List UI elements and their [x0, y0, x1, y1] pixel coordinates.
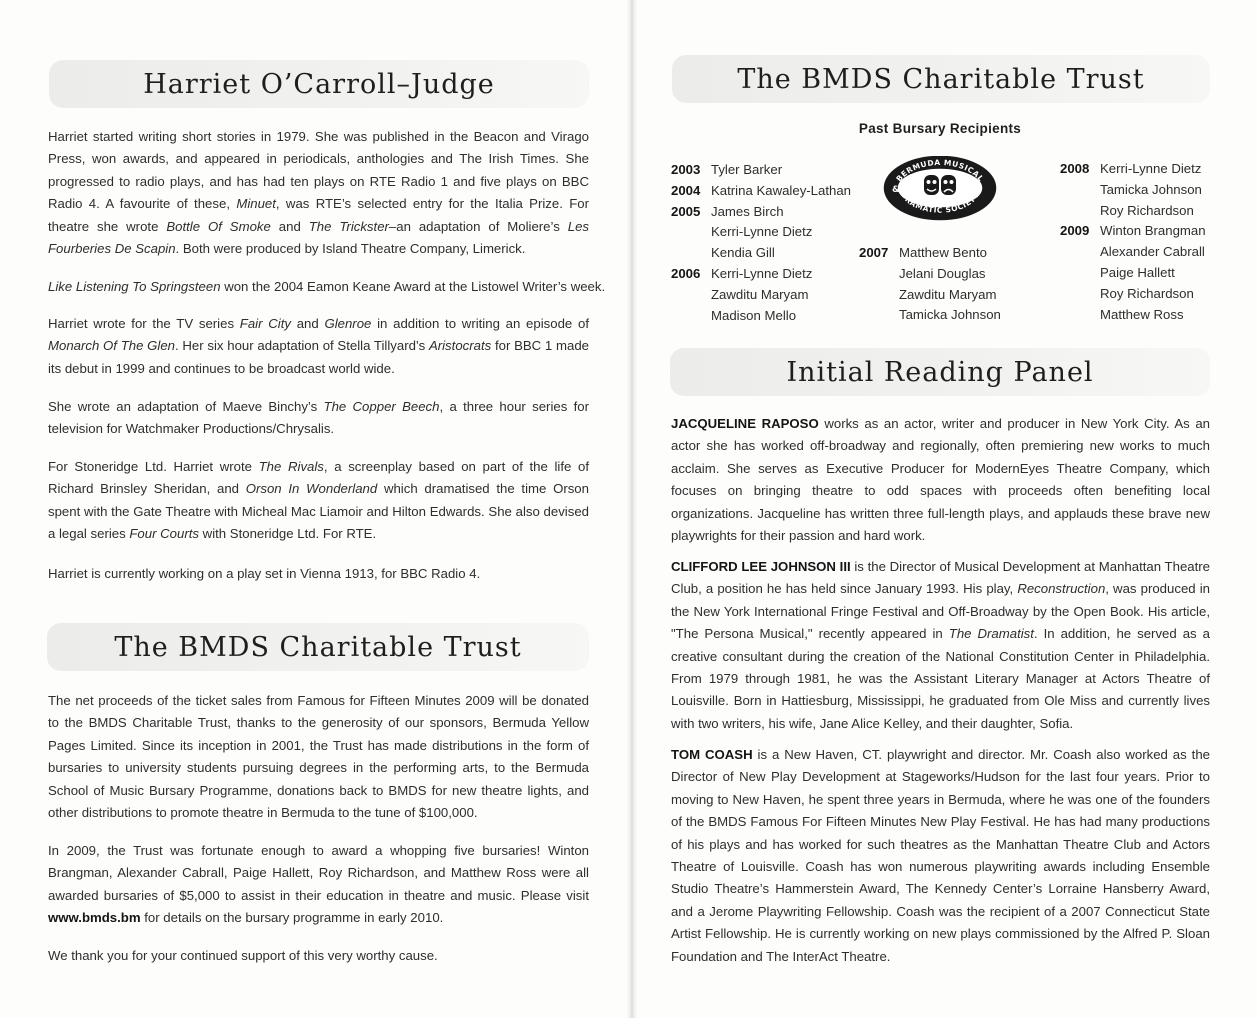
trust-paragraph-1: The net proceeds of the ticket sales from Famous for Fifteen Minutes 2009 will be donated to the BMDS Charitable Trust, thanks to the generosity of our sponsors, Bermuda Yellow Pages Limited. Since its inception in 2001, the Trust has made distributions in the form of bursaries to university students pursuing degrees in the performing arts, to the Bermuda School of Music Bursary Programme, donations back to BMDS for new theatre lights, and other distributions to promote theatre in Bermuda to the tune of $100,000.: [48, 693, 589, 821]
right-page: [668, 0, 1212, 1018]
trust-paragraph-2: In 2009, the Trust was fortunate enough to award a whopping five bursaries! Winton Brangman, Alexander Cabrall, Paige Hallett, Roy Richardson, and Matthew Ross were all awarded bursaries of $5,000 to assist in their education in theatre and music. Please visit www.bmds.bm for details on the bursary programme in early 2010.: [48, 843, 589, 926]
recipient-year: [671, 222, 711, 243]
recipient-row: [671, 243, 871, 264]
recipient-row: [671, 222, 871, 243]
panel-heading: Initial Reading Panel: [786, 356, 1094, 388]
recipient-year: [1060, 242, 1100, 263]
left-page: [47, 0, 606, 1018]
harriet-paragraph-5: For Stoneridge Ltd. Harriet wrote The Rivals, a screenplay based on part of the life of Richard Brinsley Sheridan, and Orson In Wonderland which dramatised the time Orson spent with the Gate Theatre with Micheal Mac Liamoir and Hilton Edwards. She also devised a legal series Four Courts with Stoneridge Ltd. For RTE.: [48, 459, 590, 542]
recipient-name: Roy Richardson: [1100, 285, 1194, 301]
recipient-row: [671, 264, 871, 285]
harriet-paragraph-2: Like Listening To Springsteen won the 2004 Eamon Keane Award at the Listowel Writer’s week.: [48, 279, 606, 294]
recipient-row: [859, 285, 1029, 306]
recipient-year: 2005: [671, 203, 701, 219]
trust-heading-banner-right: [672, 55, 1210, 103]
recipient-name: Alexander Cabrall: [1100, 244, 1205, 260]
recipient-row: [671, 202, 871, 223]
page-fold: [627, 0, 637, 1018]
recipient-year: [859, 264, 899, 285]
recipient-name: James Birch: [711, 203, 784, 219]
recipient-name: Tyler Barker: [711, 162, 783, 177]
harriet-heading-banner: [49, 60, 589, 108]
recipient-name: Tamicka Johnson: [1100, 181, 1202, 197]
recipient-name: Winton Brangman: [1100, 223, 1206, 239]
recipient-year: 2003: [671, 162, 701, 177]
recipient-name: Jelani Douglas: [899, 265, 986, 281]
recipient-row: [671, 285, 871, 306]
recipient-name: Roy Richardson: [1100, 202, 1194, 218]
recipient-row: [1060, 263, 1210, 284]
recipient-year: [1060, 180, 1100, 201]
harriet-paragraph-1: Harriet started writing short stories in 1979. She was published in the Beacon and Virago Press, won awards, and appeared in periodicals, anthologies and The Irish Times. She progressed to radio plays, and has had ten plays on RTE Radio 1 and five plays on BBC Radio 4. A favourite of these, Minuet, was RTE’s selected entry for the Italia Prize. For theatre she wrote Bottle Of Smoke and The Trickster–an adaptation of Moliere’s Les Fourberies De Scapin. Both were produced by Island Theatre Company, Limerick.: [48, 129, 589, 257]
recipient-row: [1060, 305, 1210, 326]
recipient-row: [1060, 242, 1210, 263]
recipient-year: 2004: [671, 182, 701, 198]
recipient-year: [859, 285, 899, 306]
harriet-paragraph-6: Harriet is currently working on a play set in Vienna 1913, for BBC Radio 4.: [48, 566, 481, 581]
panel-raposo: JACQUELINE RAPOSO works as an actor, writer and producer in New York City. As an actor she has worked off-broadway and regionally, often premiering new works to much acclaim. She serves as Executive Producer for ModernEyes Theatre Company, which focuses on bringing theatre to odd spaces with proceeds often benefiting local organizations. Jacqueline has written three full-length plays, and applauds these brave new playwrights for their passion and hard work.: [671, 416, 1210, 544]
recipient-year: [1060, 263, 1100, 284]
recipient-name: Kerri-Lynne Dietz: [711, 265, 813, 281]
recipient-year: 2008: [1060, 161, 1090, 176]
logo-text-top: BERMUDA MUSICAL: [894, 157, 986, 184]
recipients-column-3: [1060, 159, 1210, 325]
recipient-year: [1060, 305, 1100, 326]
recipient-year: [671, 285, 711, 306]
panel-coash: TOM COASH is a New Haven, CT. playwright and director. Mr. Coash also worked as the Director of New Play Development at Stageworks/Hudson for the last four years. Prior to moving to New Haven, he spent three years in Bermuda, where he was one of the founders of the BMDS Famous For Fifteen Minutes New Play Festival. He has had many productions of his plays and has worked for such theatres as the Manhattan Theatre Club and Actors Theatre of Louisville. Coash has won numerous playwriting awards including Ensemble Studio Theatre’s Hammerstein Award, The Kennedy Center’s Lorraine Hansberry Award, and a Jerome Playwriting Fellowship. Coash was the recipient of a 2007 Connecticut State Artist Fellowship. He is currently working on new plays commissioned by the Alfred P. Sloan Foundation and The InterAct Theatre.: [671, 747, 1210, 964]
logo-text-bottom: DRAMATIC SOCIETY: [899, 190, 981, 215]
recipient-row: [1060, 180, 1210, 201]
trust-heading-left: The BMDS Charitable Trust: [114, 631, 522, 663]
panel-heading-banner: [670, 348, 1210, 396]
recipient-name: Matthew Ross: [1100, 306, 1184, 322]
recipient-row: [1060, 159, 1210, 180]
recipient-row: [859, 243, 1029, 264]
recipient-year: [1060, 284, 1100, 305]
bmds-logo-graphic: [883, 156, 997, 221]
harriet-paragraph-4: She wrote an adaptation of Maeve Binchy’s The Copper Beech, a three hour series for television for Watchmaker Productions/Chrysalis.: [48, 399, 589, 437]
recipient-row: [1060, 201, 1210, 222]
recipient-row: [671, 160, 871, 181]
recipient-year: [671, 306, 711, 327]
recipient-year: [859, 305, 899, 326]
recipient-name: Paige Hallett: [1100, 264, 1175, 280]
panel-johnson: CLIFFORD LEE JOHNSON III is the Director of Musical Development at Manhattan Theatre Club, a position he has held since January 1993. His play, Reconstruction, was produced in the New York International Fringe Festival and Off-Broadway by the Open Book. His article, "The Persona Musical," recently appeared in The Dramatist. In addition, he served as a creative consultant during the creation of the National Constitution Center in Philadelphia. From 1979 through 1981, he was the Assistant Literary Manager at Actors Theatre of Louisville. Born in Hattiesburg, Mississippi, he graduated from Ole Miss and currently lives with two writers, his wife, Jane Alice Kelley, and their daughter, Sofia.: [671, 559, 1210, 731]
recipient-name: Madison Mello: [711, 307, 797, 323]
logo-ampersand: &: [892, 185, 900, 195]
bmds-logo: [883, 156, 997, 221]
recipient-row: [671, 181, 871, 202]
bmds-website-link[interactable]: www.bmds.bm: [48, 910, 141, 926]
recipient-name: Kerri-Lynne Dietz: [1100, 161, 1202, 176]
recipients-column-1: [671, 160, 871, 326]
harriet-bio: [48, 126, 589, 260]
recipients-column-2: [859, 243, 1029, 326]
recipients-title: Past Bursary Recipients: [858, 121, 1022, 136]
trust-heading-banner-left: [47, 623, 589, 671]
recipient-name: Katrina Kawaley-Lathan: [711, 182, 852, 198]
recipient-row: [859, 305, 1029, 326]
recipient-year: 2006: [671, 265, 701, 281]
recipient-name: Kerri-Lynne Dietz: [711, 224, 813, 240]
recipient-name: Tamicka Johnson: [899, 307, 1001, 323]
harriet-heading: Harriet O’Carroll–Judge: [143, 68, 495, 100]
recipient-year: [671, 243, 711, 264]
harriet-paragraph-3: Harriet wrote for the TV series Fair City and Glenroe in addition to writing an episode of Monarch Of The Glen. Her six hour adaptation of Stella Tillyard’s Aristocrats for BBC 1 made its debut in 1999 and continues to be broadcast world wide.: [48, 316, 589, 376]
recipient-row: [859, 264, 1029, 285]
recipient-name: Kendia Gill: [711, 245, 775, 261]
recipient-name: Zawditu Maryam: [899, 286, 997, 302]
recipient-name: Zawditu Maryam: [711, 286, 809, 302]
trust-paragraph-3: We thank you for your continued support of this very worthy cause.: [48, 948, 438, 963]
recipient-name: Matthew Bento: [899, 245, 987, 260]
recipient-row: [1060, 284, 1210, 305]
recipient-row: [1060, 221, 1210, 242]
recipient-year: 2007: [859, 245, 889, 260]
trust-heading-right: The BMDS Charitable Trust: [737, 63, 1145, 95]
recipient-year: 2009: [1060, 223, 1090, 239]
recipient-year: [1060, 201, 1100, 222]
recipient-row: [671, 306, 871, 327]
